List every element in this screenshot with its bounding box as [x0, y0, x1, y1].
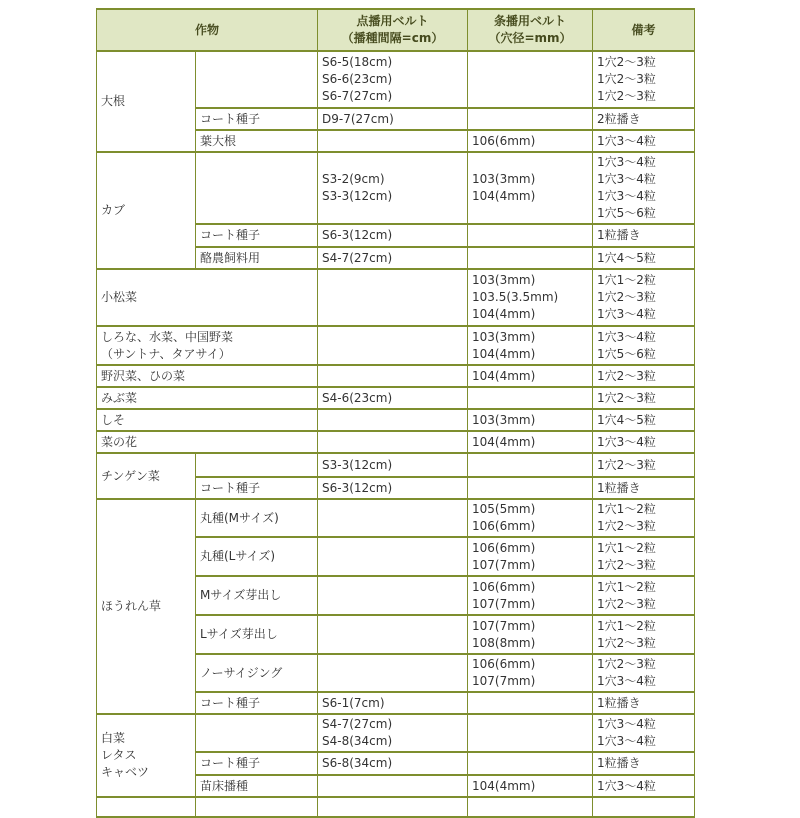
cell-row-belt: [468, 477, 593, 499]
table-row: [97, 365, 695, 387]
cell-spot-belt: [318, 654, 468, 692]
cell-spot-belt: [318, 130, 468, 152]
cell-crop: 白菜 レタス キャベツ: [97, 714, 196, 797]
cell-spot-belt: [318, 365, 468, 387]
cell-notes: 2粒播き: [593, 108, 695, 130]
cell-spot-belt: [318, 537, 468, 576]
cell-crop: カブ: [97, 152, 196, 269]
cell-notes: 1穴1～2粒 1穴2～3粒: [593, 499, 695, 537]
cell-notes: 1穴3～4粒: [593, 130, 695, 152]
cell-row-belt: 106(6mm) 107(7mm): [468, 576, 593, 615]
cell-notes: 1穴3～4粒 1穴3～4粒 1穴3～4粒 1穴5～6粒: [593, 152, 695, 224]
cell-spot-belt: [318, 409, 468, 431]
cell-sub-type: コート種子: [196, 692, 318, 714]
cell-row-belt: [468, 752, 593, 775]
cell-spot-belt: [318, 326, 468, 365]
cell-row-belt: 107(7mm) 108(8mm): [468, 615, 593, 654]
cell-notes: 1穴3～4粒: [593, 431, 695, 453]
table-row: [97, 326, 695, 365]
table-row: [97, 499, 695, 537]
cell-row-belt: [468, 453, 593, 477]
cell-notes: 1穴1～2粒 1穴2～3粒: [593, 537, 695, 576]
cell-notes: 1穴2～3粒: [593, 453, 695, 477]
cell-notes: 1粒播き: [593, 224, 695, 247]
cell-spot-belt: [318, 615, 468, 654]
cell-sub-type: 葉大根: [196, 130, 318, 152]
table-row: [97, 387, 695, 409]
cell-row-belt: 104(4mm): [468, 431, 593, 453]
cell-notes: [593, 797, 695, 817]
cell-spot-belt: [318, 499, 468, 537]
cell-sub-type: ノーサイジング: [196, 654, 318, 692]
cell-row-belt: [468, 797, 593, 817]
table-row: [97, 269, 695, 326]
cell-row-belt: [468, 224, 593, 247]
cell-row-belt: 103(3mm) 104(4mm): [468, 326, 593, 365]
cell-spot-belt: [318, 269, 468, 326]
cell-sub-type: [196, 152, 318, 224]
cell-spot-belt: [318, 775, 468, 797]
cell-sub-type: コート種子: [196, 752, 318, 775]
cell-notes: 1粒播き: [593, 692, 695, 714]
cell-row-belt: [468, 714, 593, 752]
cell-spot-belt: S6-3(12cm): [318, 224, 468, 247]
cell-sub-type: コート種子: [196, 108, 318, 130]
cell-row-belt: 103(3mm) 104(4mm): [468, 152, 593, 224]
cell-sub-type: 丸種(Lサイズ): [196, 537, 318, 576]
cell-spot-belt: D9-7(27cm): [318, 108, 468, 130]
cell-notes: 1穴3～4粒: [593, 775, 695, 797]
cell-crop: しそ: [97, 409, 318, 431]
cell-spot-belt: S6-1(7cm): [318, 692, 468, 714]
cell-spot-belt: S4-7(27cm) S4-8(34cm): [318, 714, 468, 752]
header-notes: 備考: [593, 9, 695, 51]
cell-notes: 1穴1～2粒 1穴2～3粒: [593, 576, 695, 615]
cell-sub-type: 酪農飼料用: [196, 247, 318, 269]
cell-spot-belt: S3-2(9cm) S3-3(12cm): [318, 152, 468, 224]
cell-crop: 小松菜: [97, 269, 318, 326]
header-spot-belt: 点播用ベルト （播種間隔=cm）: [318, 9, 468, 51]
cell-spot-belt: S3-3(12cm): [318, 453, 468, 477]
cell-notes: 1穴2～3粒: [593, 365, 695, 387]
cell-notes: 1粒播き: [593, 477, 695, 499]
table-row: [97, 409, 695, 431]
cell-sub-type: [196, 797, 318, 817]
cell-spot-belt: S6-8(34cm): [318, 752, 468, 775]
cell-row-belt: [468, 387, 593, 409]
table-row: [97, 431, 695, 453]
cell-notes: 1穴1～2粒 1穴2～3粒 1穴3～4粒: [593, 269, 695, 326]
table-row: [97, 152, 695, 224]
cell-row-belt: [468, 692, 593, 714]
cell-row-belt: [468, 108, 593, 130]
cell-notes: 1粒播き: [593, 752, 695, 775]
cell-row-belt: 105(5mm) 106(6mm): [468, 499, 593, 537]
cell-notes: 1穴3～4粒 1穴5～6粒: [593, 326, 695, 365]
cell-crop: みぶ菜: [97, 387, 318, 409]
cell-row-belt: 106(6mm): [468, 130, 593, 152]
cell-sub-type: 丸種(Mサイズ): [196, 499, 318, 537]
cell-spot-belt: S6-3(12cm): [318, 477, 468, 499]
cell-spot-belt: S4-7(27cm): [318, 247, 468, 269]
cell-sub-type: コート種子: [196, 477, 318, 499]
table-header-row: [97, 9, 695, 51]
header-row-belt: 条播用ベルト （穴径=mm）: [468, 9, 593, 51]
cell-crop: ほうれん草: [97, 499, 196, 714]
seeding-belt-table: [96, 8, 695, 818]
seeding-belt-table-container: [96, 8, 695, 818]
cell-row-belt: [468, 247, 593, 269]
cell-row-belt: 103(3mm): [468, 409, 593, 431]
cell-notes: 1穴4～5粒: [593, 409, 695, 431]
cell-crop: 野沢菜、ひの菜: [97, 365, 318, 387]
cell-row-belt: 103(3mm) 103.5(3.5mm) 104(4mm): [468, 269, 593, 326]
cell-sub-type: [196, 51, 318, 108]
cell-notes: 1穴2～3粒 1穴2～3粒 1穴2～3粒: [593, 51, 695, 108]
cell-notes: 1穴4～5粒: [593, 247, 695, 269]
cell-sub-type: コート種子: [196, 224, 318, 247]
cell-spot-belt: [318, 797, 468, 817]
cell-row-belt: 104(4mm): [468, 365, 593, 387]
cell-crop: 菜の花: [97, 431, 318, 453]
cell-spot-belt: [318, 576, 468, 615]
table-row: [97, 714, 695, 752]
table-row: [97, 453, 695, 477]
cell-sub-type: [196, 453, 318, 477]
header-crop: 作物: [97, 9, 318, 51]
cell-notes: 1穴2～3粒 1穴3～4粒: [593, 654, 695, 692]
cell-row-belt: 106(6mm) 107(7mm): [468, 654, 593, 692]
cell-sub-type: 苗床播種: [196, 775, 318, 797]
cell-spot-belt: [318, 431, 468, 453]
cell-row-belt: 104(4mm): [468, 775, 593, 797]
cell-spot-belt: S4-6(23cm): [318, 387, 468, 409]
cell-row-belt: [468, 51, 593, 108]
cell-crop: 大根: [97, 51, 196, 152]
cell-spot-belt: S6-5(18cm) S6-6(23cm) S6-7(27cm): [318, 51, 468, 108]
table-row-partial: [97, 797, 695, 817]
cell-notes: 1穴3～4粒 1穴3～4粒: [593, 714, 695, 752]
cell-notes: 1穴2～3粒: [593, 387, 695, 409]
cell-crop: しろな、水菜、中国野菜 （サントナ、タアサイ）: [97, 326, 318, 365]
cell-crop: [97, 797, 196, 817]
cell-sub-type: [196, 714, 318, 752]
cell-notes: 1穴1～2粒 1穴2～3粒: [593, 615, 695, 654]
cell-crop: チンゲン菜: [97, 453, 196, 499]
table-row: [97, 51, 695, 108]
cell-sub-type: Mサイズ芽出し: [196, 576, 318, 615]
cell-row-belt: 106(6mm) 107(7mm): [468, 537, 593, 576]
cell-sub-type: Lサイズ芽出し: [196, 615, 318, 654]
